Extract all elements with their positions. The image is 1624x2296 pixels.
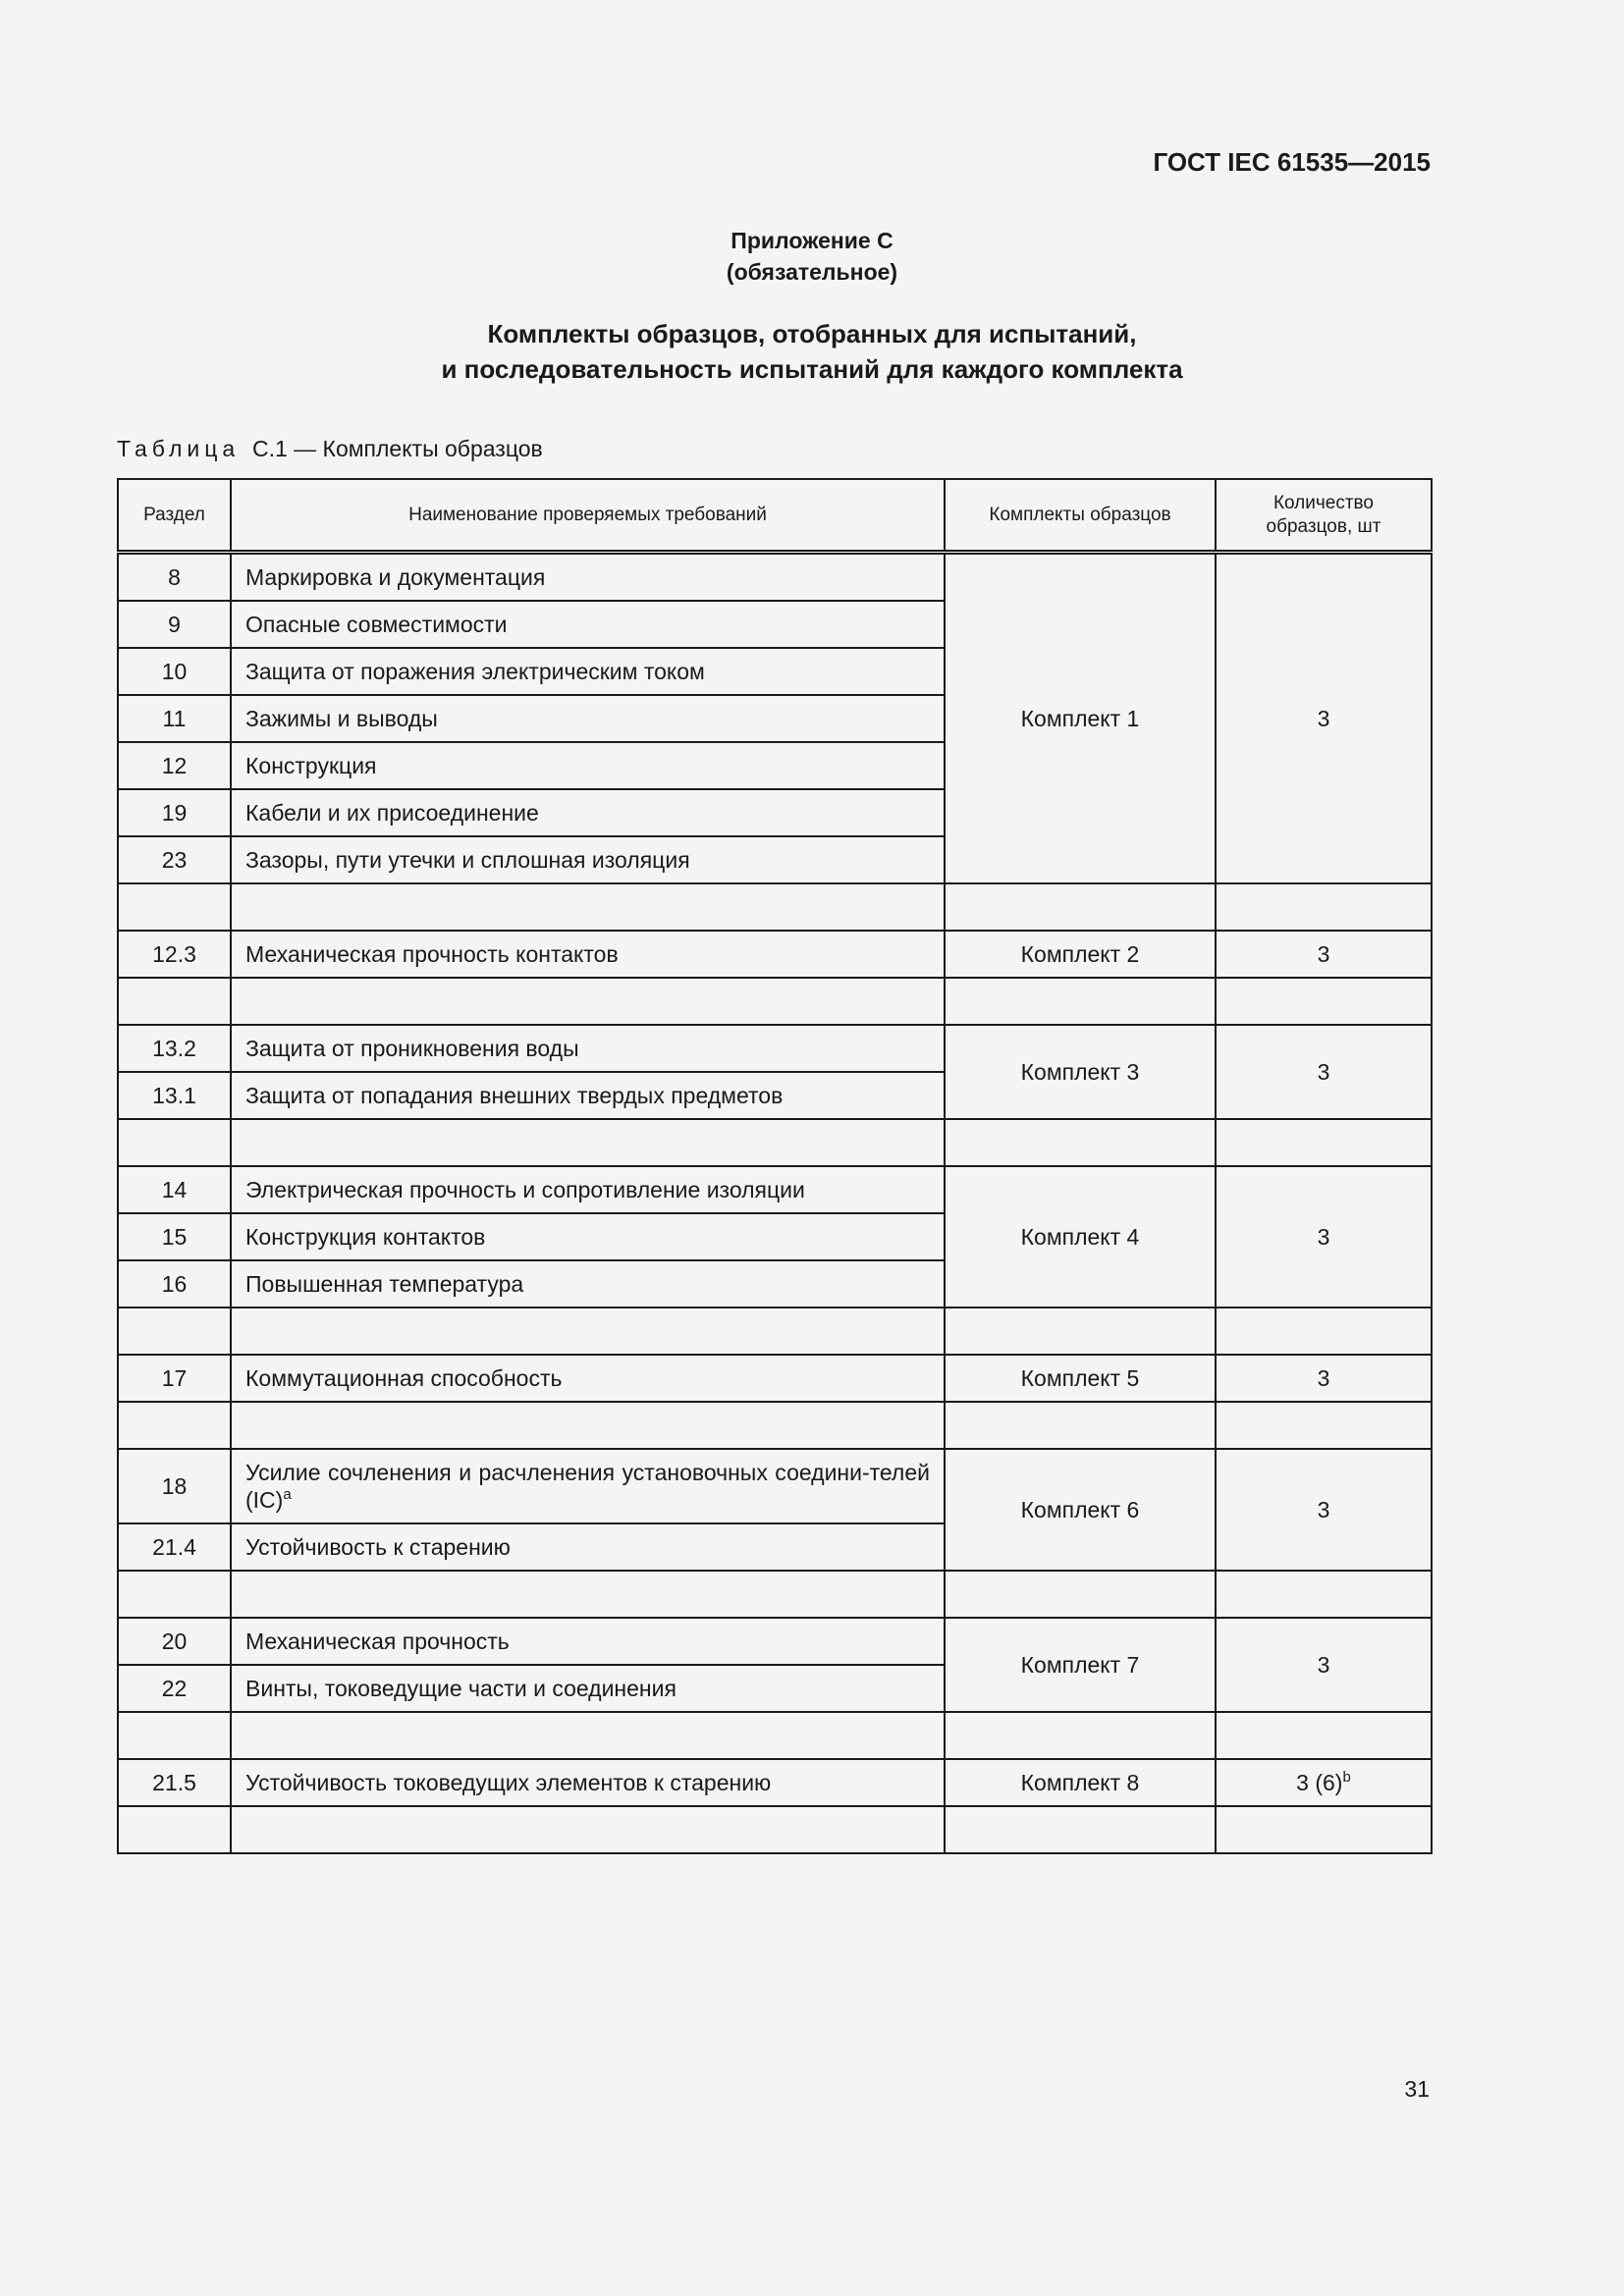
- empty-cell: [118, 978, 231, 1025]
- quantity-value: 3: [1317, 1224, 1330, 1250]
- kit-cell: Комплект 1: [945, 553, 1216, 884]
- requirement-cell: [231, 1449, 945, 1523]
- requirement-cell: [231, 1523, 945, 1571]
- requirement-cell: [231, 1166, 945, 1213]
- separator-row: [118, 1119, 1432, 1166]
- empty-cell: [231, 1712, 945, 1759]
- empty-cell: [945, 1571, 1216, 1618]
- empty-cell: [1216, 978, 1432, 1025]
- table-row: [118, 553, 1432, 602]
- separator-row: [118, 883, 1432, 931]
- quantity-cell: [1216, 1759, 1432, 1806]
- requirement-cell: [231, 1665, 945, 1712]
- quantity-cell: [1216, 1449, 1432, 1571]
- empty-cell: [945, 1712, 1216, 1759]
- separator-row: [118, 978, 1432, 1025]
- requirement-text: Усилие сочленения и расчленения установочных соедини-телей (IC): [245, 1460, 930, 1513]
- requirement-cell: [231, 1072, 945, 1119]
- table-caption-text: С.1 — Комплекты образцов: [251, 436, 543, 461]
- requirement-text: Механическая прочность: [245, 1629, 510, 1654]
- section-cell: 10: [118, 648, 231, 695]
- separator-row: [118, 1308, 1432, 1355]
- requirement-text: Зазоры, пути утечки и сплошная изоляция: [245, 847, 690, 873]
- empty-cell: [945, 1119, 1216, 1166]
- requirement-cell: [231, 1025, 945, 1072]
- empty-cell: [231, 883, 945, 931]
- separator-row: [118, 1806, 1432, 1853]
- requirement-text: Устойчивость к старению: [245, 1534, 511, 1560]
- quantity-cell: [1216, 1355, 1432, 1402]
- empty-cell: [118, 1119, 231, 1166]
- section-cell: 15: [118, 1213, 231, 1260]
- section-cell: 14: [118, 1166, 231, 1213]
- table-row: [118, 1618, 1432, 1665]
- requirement-cell: [231, 836, 945, 883]
- document-title: [0, 316, 1624, 387]
- empty-cell: [231, 1571, 945, 1618]
- empty-cell: [945, 1308, 1216, 1355]
- empty-cell: [231, 1806, 945, 1853]
- requirement-text: Конструкция: [245, 753, 377, 778]
- footnote-marker: a: [283, 1486, 292, 1503]
- table-body: [118, 553, 1432, 1854]
- empty-cell: [231, 1308, 945, 1355]
- empty-cell: [118, 1402, 231, 1449]
- empty-cell: [945, 883, 1216, 931]
- quantity-value: 3: [1317, 1059, 1330, 1085]
- title-line-1: Комплекты образцов, отобранных для испытаний,: [487, 319, 1137, 348]
- table-caption: [117, 436, 543, 462]
- kit-cell: Комплект 8: [945, 1759, 1216, 1806]
- table-caption-word: Таблица: [117, 436, 241, 461]
- requirement-text: Электрическая прочность и сопротивление изоляции: [245, 1177, 805, 1202]
- section-cell: 23: [118, 836, 231, 883]
- section-cell: 18: [118, 1449, 231, 1523]
- empty-cell: [118, 1571, 231, 1618]
- table-row: [118, 931, 1432, 978]
- empty-cell: [1216, 1712, 1432, 1759]
- empty-cell: [1216, 1119, 1432, 1166]
- requirement-text: Механическая прочность контактов: [245, 941, 619, 967]
- empty-cell: [231, 978, 945, 1025]
- footnote-marker: b: [1342, 1769, 1351, 1786]
- appendix-status: (обязательное): [726, 259, 898, 285]
- quantity-value: 3: [1317, 1652, 1330, 1678]
- requirement-cell: [231, 648, 945, 695]
- empty-cell: [945, 1402, 1216, 1449]
- table-row: [118, 1355, 1432, 1402]
- section-cell: 20: [118, 1618, 231, 1665]
- quantity-cell: [1216, 1166, 1432, 1308]
- kit-cell: Комплект 6: [945, 1449, 1216, 1571]
- empty-cell: [1216, 1571, 1432, 1618]
- section-cell: 19: [118, 789, 231, 836]
- quantity-cell: [1216, 1025, 1432, 1119]
- section-cell: 11: [118, 695, 231, 742]
- separator-row: [118, 1402, 1432, 1449]
- quantity-value: 3: [1317, 1365, 1330, 1391]
- section-cell: 16: [118, 1260, 231, 1308]
- kit-cell: Комплект 7: [945, 1618, 1216, 1712]
- separator-row: [118, 1712, 1432, 1759]
- empty-cell: [231, 1402, 945, 1449]
- requirement-text: Зажимы и выводы: [245, 706, 438, 731]
- requirement-text: Устойчивость токоведущих элементов к старению: [245, 1770, 772, 1795]
- quantity-cell: [1216, 553, 1432, 884]
- empty-cell: [118, 883, 231, 931]
- quantity-value: 3: [1317, 1497, 1330, 1522]
- requirement-text: Опасные совместимости: [245, 612, 508, 637]
- header-section: Раздел: [118, 479, 231, 553]
- empty-cell: [1216, 1402, 1432, 1449]
- empty-cell: [1216, 1806, 1432, 1853]
- section-cell: 17: [118, 1355, 231, 1402]
- empty-cell: [1216, 883, 1432, 931]
- kit-cell: Комплект 2: [945, 931, 1216, 978]
- table-header-row: [118, 479, 1432, 553]
- section-cell: 12.3: [118, 931, 231, 978]
- table-row: [118, 1166, 1432, 1213]
- requirement-text: Кабели и их присоединение: [245, 800, 539, 826]
- requirement-cell: [231, 601, 945, 648]
- requirement-cell: [231, 553, 945, 602]
- kit-cell: Комплект 3: [945, 1025, 1216, 1119]
- appendix-heading: [0, 225, 1624, 288]
- kit-cell: Комплект 4: [945, 1166, 1216, 1308]
- requirement-text: Защита от проникновения воды: [245, 1036, 579, 1061]
- requirement-cell: [231, 1355, 945, 1402]
- quantity-value: 3: [1317, 706, 1330, 731]
- section-cell: 21.5: [118, 1759, 231, 1806]
- kit-cell: Комплект 5: [945, 1355, 1216, 1402]
- requirement-text: Защита от поражения электрическим током: [245, 659, 705, 684]
- table-row: [118, 1759, 1432, 1806]
- requirement-cell: [231, 789, 945, 836]
- empty-cell: [1216, 1308, 1432, 1355]
- requirement-cell: [231, 931, 945, 978]
- section-cell: 9: [118, 601, 231, 648]
- section-cell: 21.4: [118, 1523, 231, 1571]
- requirement-text: Маркировка и документация: [245, 564, 546, 590]
- empty-cell: [118, 1806, 231, 1853]
- requirement-cell: [231, 1260, 945, 1308]
- section-cell: 22: [118, 1665, 231, 1712]
- empty-cell: [231, 1119, 945, 1166]
- samples-table: [117, 478, 1433, 1854]
- header-quantity: Количество образцов, шт: [1216, 479, 1432, 553]
- section-cell: 13.1: [118, 1072, 231, 1119]
- section-cell: 13.2: [118, 1025, 231, 1072]
- table-row: [118, 1449, 1432, 1523]
- requirement-text: Конструкция контактов: [245, 1224, 486, 1250]
- quantity-cell: [1216, 1618, 1432, 1712]
- quantity-cell: [1216, 931, 1432, 978]
- document-code: ГОСТ IEC 61535—2015: [1153, 147, 1431, 177]
- quantity-value: 3 (6): [1296, 1770, 1343, 1795]
- section-cell: 8: [118, 553, 231, 602]
- header-kit: Комплекты образцов: [945, 479, 1216, 553]
- requirement-cell: [231, 1759, 945, 1806]
- requirement-cell: [231, 1213, 945, 1260]
- page-number: 31: [1404, 2076, 1430, 2102]
- table-row: [118, 1025, 1432, 1072]
- header-requirement: Наименование проверяемых требований: [231, 479, 945, 553]
- appendix-title: Приложение С: [731, 228, 893, 253]
- requirement-text: Коммутационная способность: [245, 1365, 563, 1391]
- empty-cell: [945, 1806, 1216, 1853]
- separator-row: [118, 1571, 1432, 1618]
- section-cell: 12: [118, 742, 231, 789]
- requirement-text: Винты, токоведущие части и соединения: [245, 1676, 677, 1701]
- quantity-value: 3: [1317, 941, 1330, 967]
- empty-cell: [945, 978, 1216, 1025]
- requirement-cell: [231, 1618, 945, 1665]
- requirement-text: Повышенная температура: [245, 1271, 524, 1297]
- requirement-cell: [231, 742, 945, 789]
- requirement-text: Защита от попадания внешних твердых предметов: [245, 1083, 784, 1108]
- title-line-2: и последовательность испытаний для каждого комплекта: [441, 354, 1183, 384]
- empty-cell: [118, 1308, 231, 1355]
- requirement-cell: [231, 695, 945, 742]
- empty-cell: [118, 1712, 231, 1759]
